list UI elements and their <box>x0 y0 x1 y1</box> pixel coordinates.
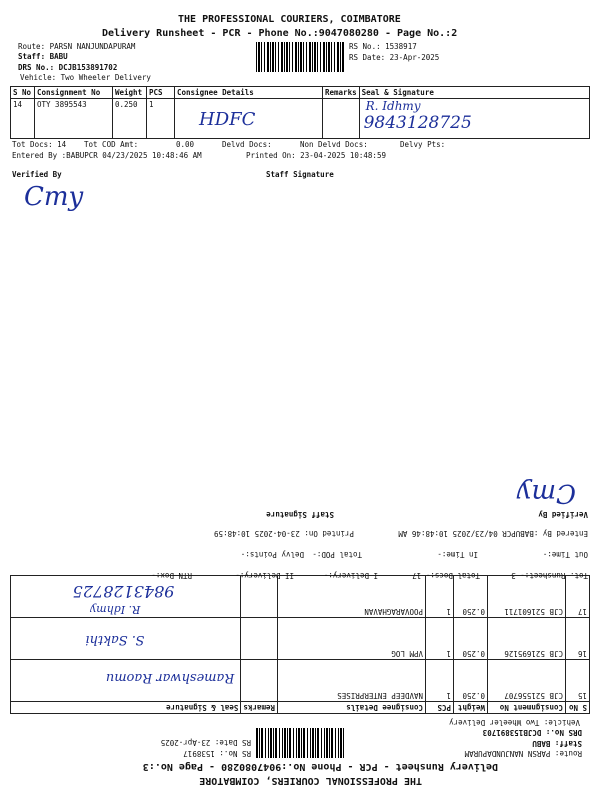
drs-number: DRS No.: DCJB153891703 <box>482 728 582 737</box>
header-sno: S No <box>566 702 590 714</box>
company-title: THE PROFESSIONAL COURIERS, COIMBATORE <box>178 14 401 25</box>
i-delivery: I Delivery:- <box>323 571 378 580</box>
verified-by-label: Verified By <box>538 510 588 519</box>
verified-signature: Cmy <box>24 182 84 212</box>
barcode-image <box>256 728 344 758</box>
handwritten-phone: 9843128725 <box>363 113 472 133</box>
header-remarks: Remarks <box>323 87 360 99</box>
handwritten-signature: S. Sakthi <box>85 632 145 647</box>
cell-remarks <box>241 618 278 660</box>
rs-number: RS No.: 1538917 <box>349 42 417 51</box>
table-row <box>11 576 590 618</box>
cell-pcs: 1 <box>426 576 454 618</box>
rtn-docs: RTN Dox:- <box>151 571 192 580</box>
table-row <box>11 618 590 660</box>
cell-consignee: VPM LOG <box>278 618 426 660</box>
ii-delivery: II Delivery:- <box>235 571 294 580</box>
runsheet-title: Delivery Runsheet - PCR - Phone No.:9047080280 - Page No.:2 <box>102 28 458 39</box>
tot-runsheet: Tot. Runsheet:- 3 <box>511 571 588 580</box>
cell-sno: 16 <box>566 618 590 660</box>
table-header-row <box>11 702 590 714</box>
table-row <box>11 660 590 702</box>
cell-seal <box>11 576 241 618</box>
cell-remarks <box>241 576 278 618</box>
handwritten-consignee: HDFC <box>199 109 256 130</box>
cell-weight: 0.250 <box>113 99 147 139</box>
cell-remarks <box>323 99 360 139</box>
delvy-pts: Delvy Pts: <box>400 140 446 149</box>
printed-on: Printed On: 23-04-2025 10:48:59 <box>214 529 354 538</box>
non-delvd-docs: Non Delvd Docs: <box>300 140 368 149</box>
cell-seal <box>11 618 241 660</box>
cell-sno: 15 <box>566 660 590 702</box>
out-time: Out Time:- <box>542 550 588 559</box>
rs-number: RS No.: 1538917 <box>183 749 251 758</box>
runsheet-page-3 <box>0 400 600 800</box>
cell-consignment: CJB 521556707 <box>488 660 566 702</box>
tot-cod-value: 0.00 <box>176 140 195 149</box>
header-weight: Weight <box>113 87 147 99</box>
runsheet-title: Delivery Runsheet - PCR - Phone No.:9047080280 - Page No.:3 <box>142 761 498 772</box>
staff-label: Staff: BABU <box>18 52 68 61</box>
cell-weight: 0.250 <box>454 660 488 702</box>
header-sno: S No <box>11 87 35 99</box>
cell-consignment: CJB 521601711 <box>488 576 566 618</box>
handwritten-phone: 9843128725 <box>72 582 175 601</box>
consignment-table <box>10 575 590 714</box>
delvd-docs: Delvd Docs: <box>222 140 272 149</box>
cell-consignee: NAVDEEP ENTERPRISES <box>278 660 426 702</box>
verified-signature: Cmy <box>516 478 576 508</box>
entered-by: Entered By :BABUPCR 04/23/2025 10:48:46 AM <box>12 151 202 160</box>
staff-signature-label: Staff Signature <box>266 170 334 179</box>
entered-by: Entered By :BABUPCR 04/23/2025 10:48:46 AM <box>398 529 588 538</box>
staff-label: Staff: BABU <box>532 739 582 748</box>
handwritten-signature: R. Idhmy <box>365 99 421 113</box>
barcode-image <box>256 42 344 72</box>
company-title: THE PROFESSIONAL COURIERS, COIMBATORE <box>199 775 422 786</box>
printed-on: Printed On: 23-04-2025 10:48:59 <box>246 151 386 160</box>
total-pod: Total POD:- <box>312 550 362 559</box>
vehicle-label: Vehicle: Two Wheeler Delivery <box>20 73 151 82</box>
header-seal: Seal & Signature <box>11 702 241 714</box>
verified-by-label: Verified By <box>12 170 62 179</box>
route-label: Route: PARSN NANJUNDAPURAM <box>464 749 582 758</box>
table-row <box>11 99 590 139</box>
cell-weight: 0.250 <box>454 576 488 618</box>
header-seal: Seal & Signature <box>359 87 589 99</box>
rs-date: RS Date: 23-Apr-2025 <box>349 53 440 62</box>
cell-pcs: 1 <box>426 618 454 660</box>
total-docs: Total Docs:- 17 <box>412 571 480 580</box>
header-weight: Weight <box>454 702 488 714</box>
header-consignee: Consignee Details <box>175 87 323 99</box>
header-consignment: Consignment No <box>488 702 566 714</box>
cell-seal <box>11 660 241 702</box>
vehicle-label: Vehicle: Two Wheeler Delivery <box>449 718 580 727</box>
header-consignee: Consignee Details <box>278 702 426 714</box>
cell-consignee <box>175 99 323 139</box>
route-label: Route: PARSN NANJUNDAPURAM <box>18 42 136 51</box>
tot-docs: Tot Docs: 14 <box>12 140 67 149</box>
cell-pcs: 1 <box>147 99 175 139</box>
cell-weight: 0.250 <box>454 618 488 660</box>
cell-consignment: OTY 3895543 <box>35 99 113 139</box>
cell-seal <box>359 99 589 139</box>
consignment-table <box>10 86 590 139</box>
delvy-points: Delvy Points:- <box>240 550 304 559</box>
header-consignment: Consignment No <box>35 87 113 99</box>
rs-date: RS Date: 23-Apr-2025 <box>160 738 251 747</box>
cell-remarks <box>241 660 278 702</box>
header-pcs: PCS <box>147 87 175 99</box>
table-header-row <box>11 87 590 99</box>
cell-sno: 14 <box>11 99 35 139</box>
staff-signature-label: Staff Signature <box>266 510 334 519</box>
cell-pcs: 1 <box>426 660 454 702</box>
cell-sno: 17 <box>566 576 590 618</box>
in-time: In Time:- <box>437 550 478 559</box>
cell-consignment: CJB 521695126 <box>488 618 566 660</box>
header-pcs: PCS <box>426 702 454 714</box>
handwritten-signature: Rameshwar Raomu <box>105 670 235 685</box>
cell-consignee: POOVARAGHAVAN <box>278 576 426 618</box>
header-remarks: Remarks <box>241 702 278 714</box>
tot-cod-label: Tot COD Amt: <box>84 140 139 149</box>
drs-number: DRS No.: DCJB153891702 <box>18 63 118 72</box>
handwritten-signature: R. Idhmy <box>89 603 141 616</box>
